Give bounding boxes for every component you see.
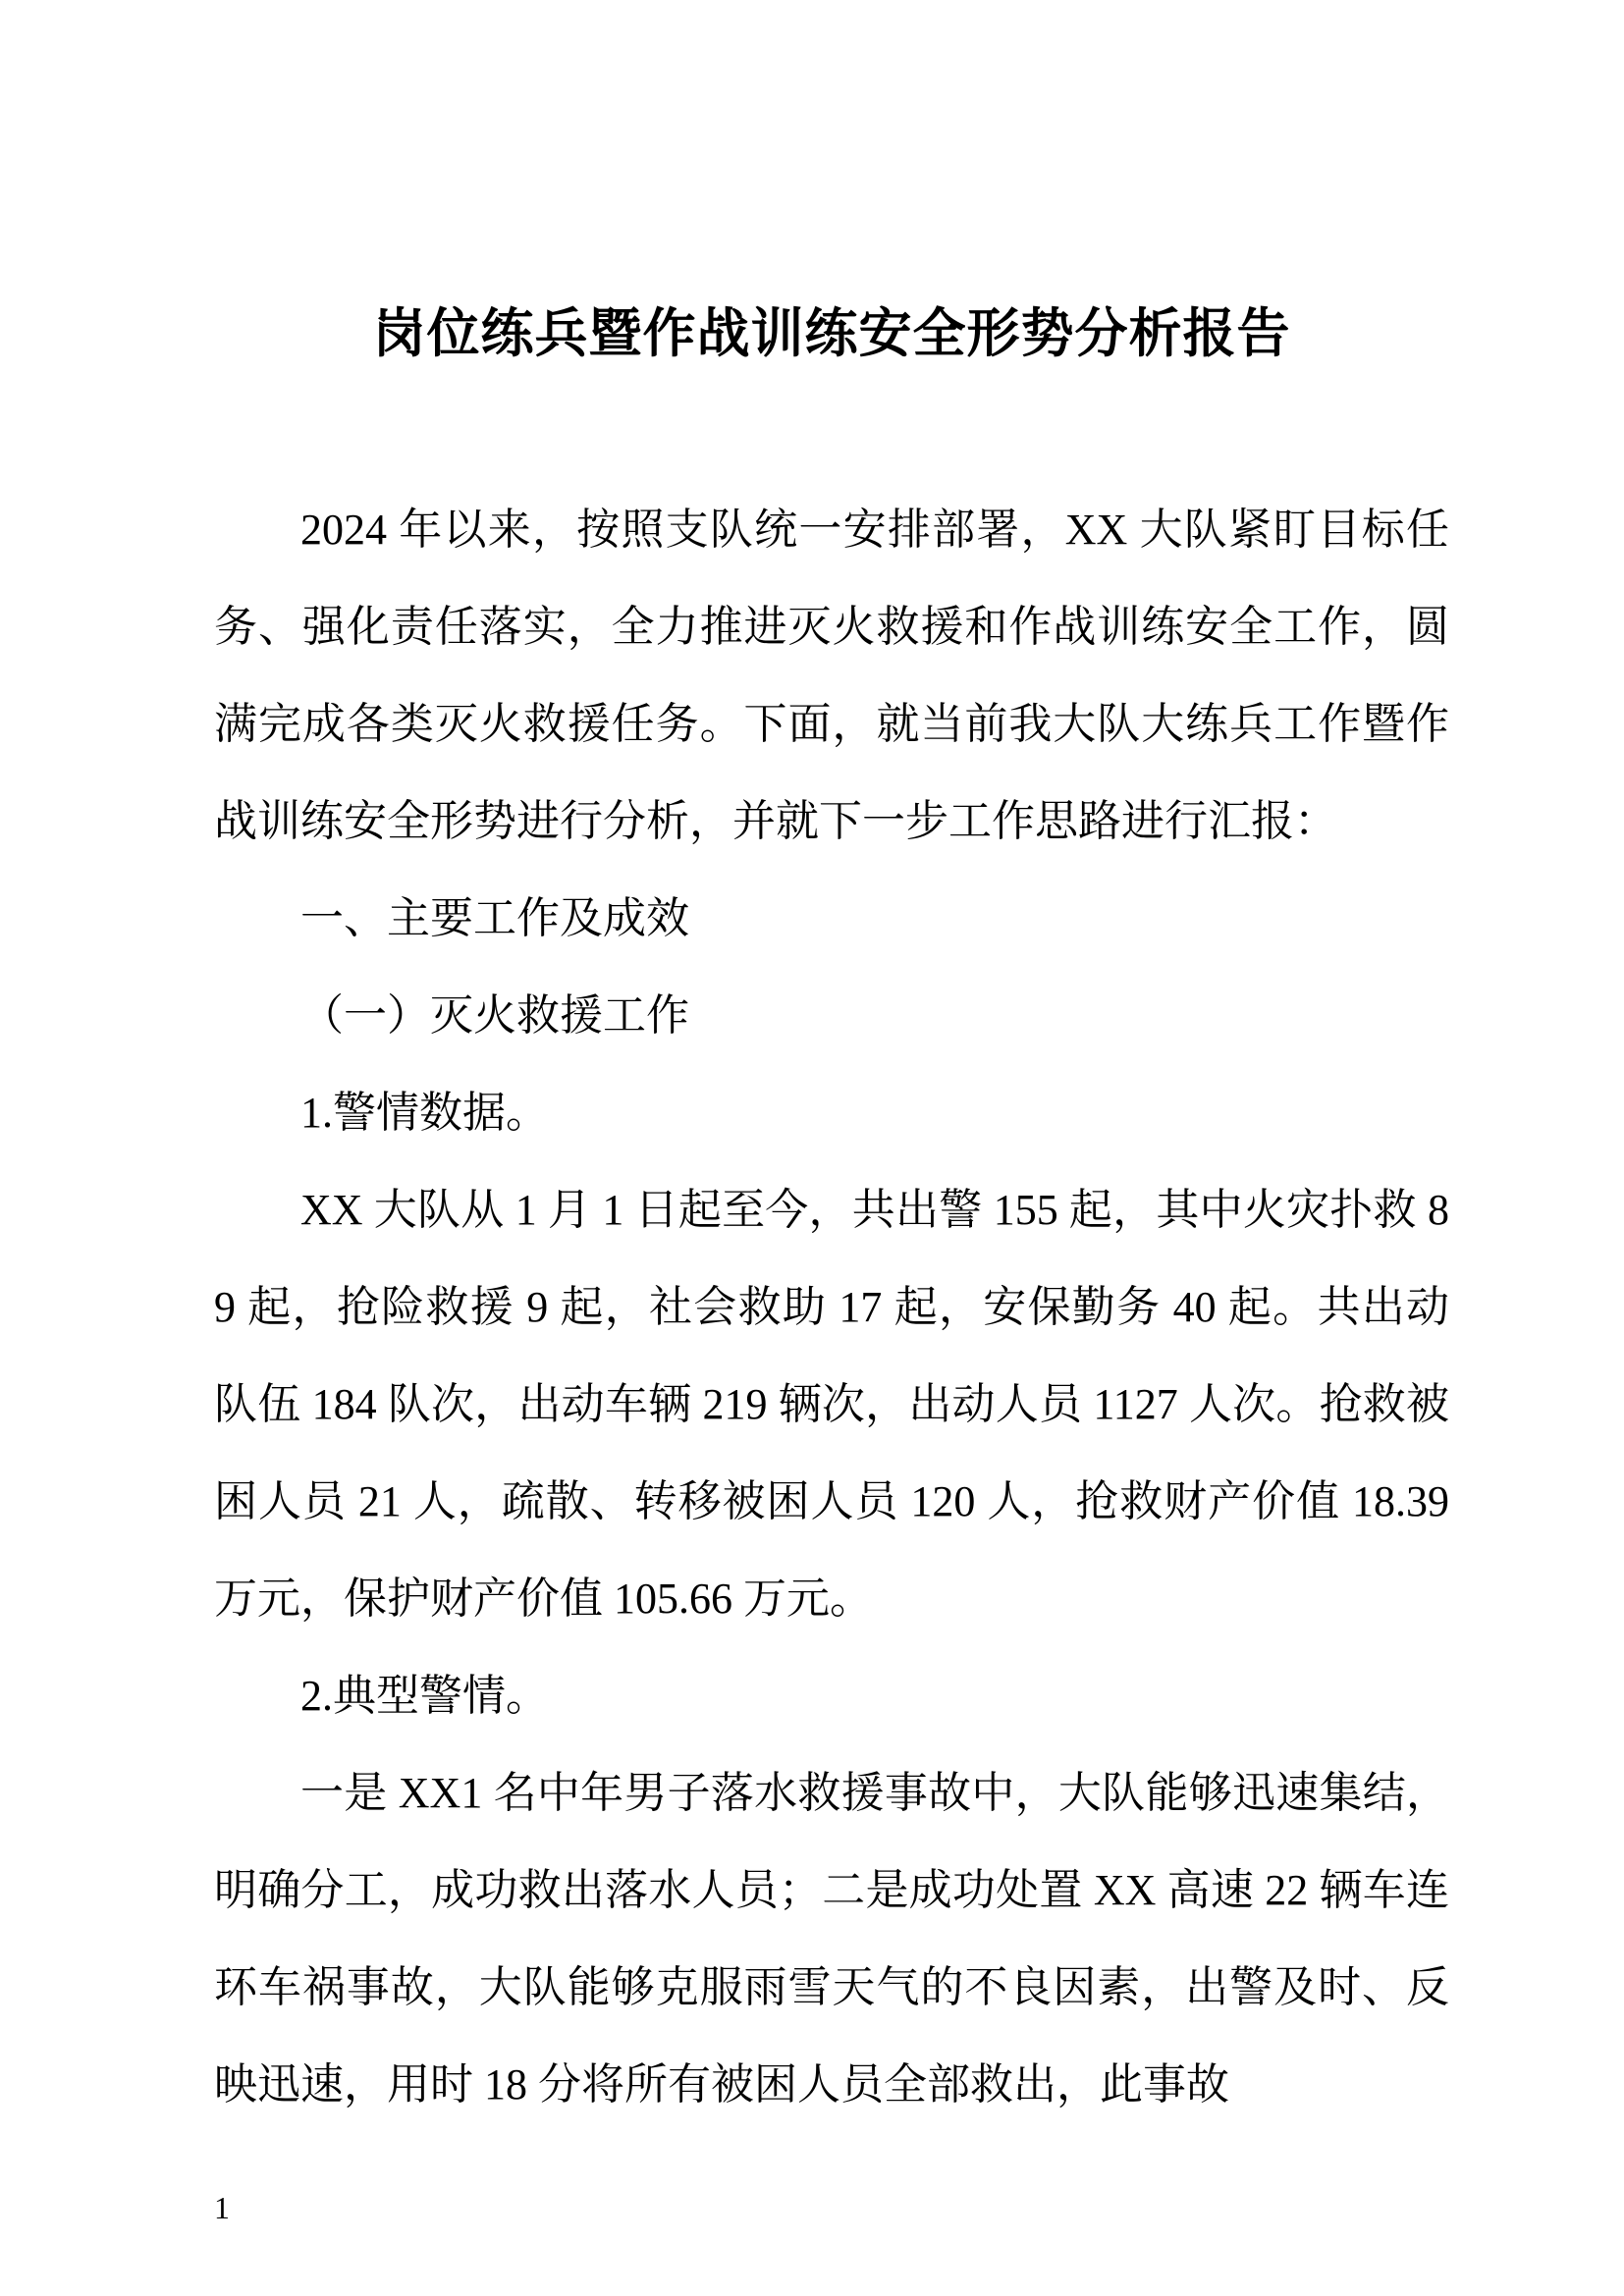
- subsection-heading-firefighting-rescue: （一）灭火救援工作: [300, 991, 689, 1040]
- item-heading-alarm-data: 1.警情数据。: [300, 1089, 549, 1137]
- item-heading-typical-alarms: 2.典型警情。: [300, 1672, 549, 1720]
- paragraph-alarm-statistics: XX 大队从 1 月 1 日起至今，共出警 155 起，其中火灾扑救 89 起，抢险救援 9 起，社会救助 17 起，安保勤务 40 起。共出动队伍 184 队次，出动车辆 219 辆次，出动人员 1127 人次。抢救被困人员 21 人，疏散、转移被困人员 120 人，抢救财产价值 18.39 万元，保护财产价值 105.66 万元。: [214, 1186, 1449, 1623]
- paragraph-typical-alarms: 一是 XX1 名中年男子落水救援事故中，大队能够迅速集结，明确分工，成功救出落水人员；二是成功处置 XX 高速 22 辆车连环车祸事故，大队能够克服雨雪天气的不良因素，出警及时、反映迅速，用时 18 分将所有被困人员全部救出，此事故: [214, 1769, 1449, 2109]
- document-content: [214, 294, 1449, 2133]
- document-title: 岗位练兵暨作战训练安全形势分析报告: [372, 304, 1291, 363]
- paragraph-intro: 2024 年以来，按照支队统一安排部署，XX 大队紧盯目标任务、强化责任落实，全力推进灭火救援和作战训练安全工作，圆满完成各类灭火救援任务。下面，就当前我大队大练兵工作暨作战训练安全形势进行分析，并就下一步工作思路进行汇报：: [214, 506, 1449, 845]
- section-heading-main-work: 一、主要工作及成效: [300, 894, 689, 942]
- page-number: 1: [214, 2190, 230, 2225]
